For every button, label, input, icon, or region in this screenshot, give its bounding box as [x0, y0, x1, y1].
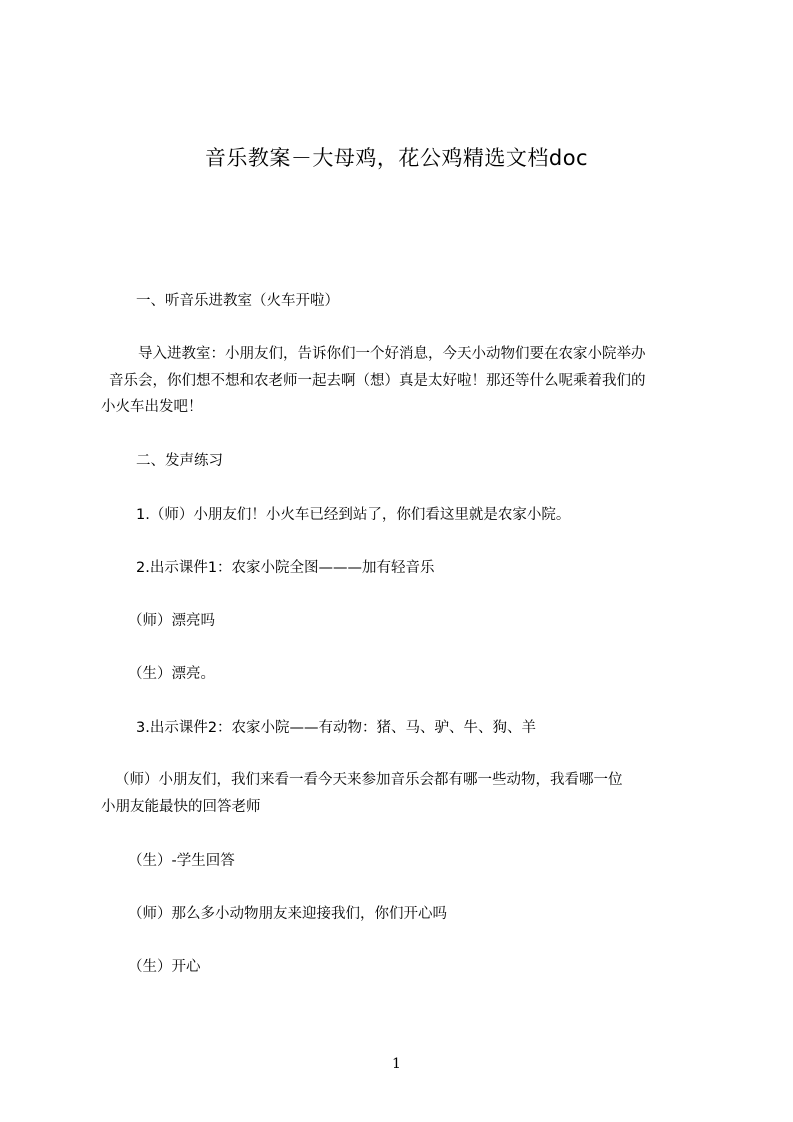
intro-paragraph-line-1: 导入进教室：小朋友们，告诉你们一个好消息，今天小动物们要在农家小院举办	[138, 346, 646, 362]
teacher-question-2-line-2: 小朋友能最快的回答老师	[101, 799, 261, 815]
intro-paragraph-line-2: 音乐会，你们想不想和农老师一起去啊（想）真是太好啦！那还等什么呢乘着我们的	[109, 373, 646, 389]
student-answer-3: （生）开心	[128, 959, 201, 975]
list-item-3: 3.出示课件2：农家小院——有动物：猪、马、驴、牛、狗、羊	[136, 720, 537, 736]
student-answer-2: （生）-学生回答	[128, 853, 235, 869]
list-item-2: 2.出示课件1：农家小院全图———加有轻音乐	[136, 560, 435, 576]
student-answer-1: （生）漂亮。	[128, 666, 215, 682]
document-title: 音乐教案－大母鸡，花公鸡精选文档doc	[204, 146, 589, 170]
section-heading-listen-music: 一、听音乐进教室（火车开啦）	[136, 293, 339, 309]
section-heading-vocal-practice: 二、发声练习	[136, 453, 223, 469]
list-item-1: 1.（师）小朋友们！小火车已经到站了，你们看这里就是农家小院。	[136, 507, 571, 523]
page-number: 1	[392, 1056, 401, 1072]
teacher-question-2-line-1: （师）小朋友们，我们来看一看今天来参加音乐会都有哪一些动物，我看哪一位	[115, 772, 623, 788]
teacher-question-3: （师）那么多小动物朋友来迎接我们，你们开心吗	[128, 906, 447, 922]
intro-paragraph-line-3: 小火车出发吧！	[101, 399, 203, 415]
teacher-question-1: （师）漂亮吗	[128, 613, 215, 629]
